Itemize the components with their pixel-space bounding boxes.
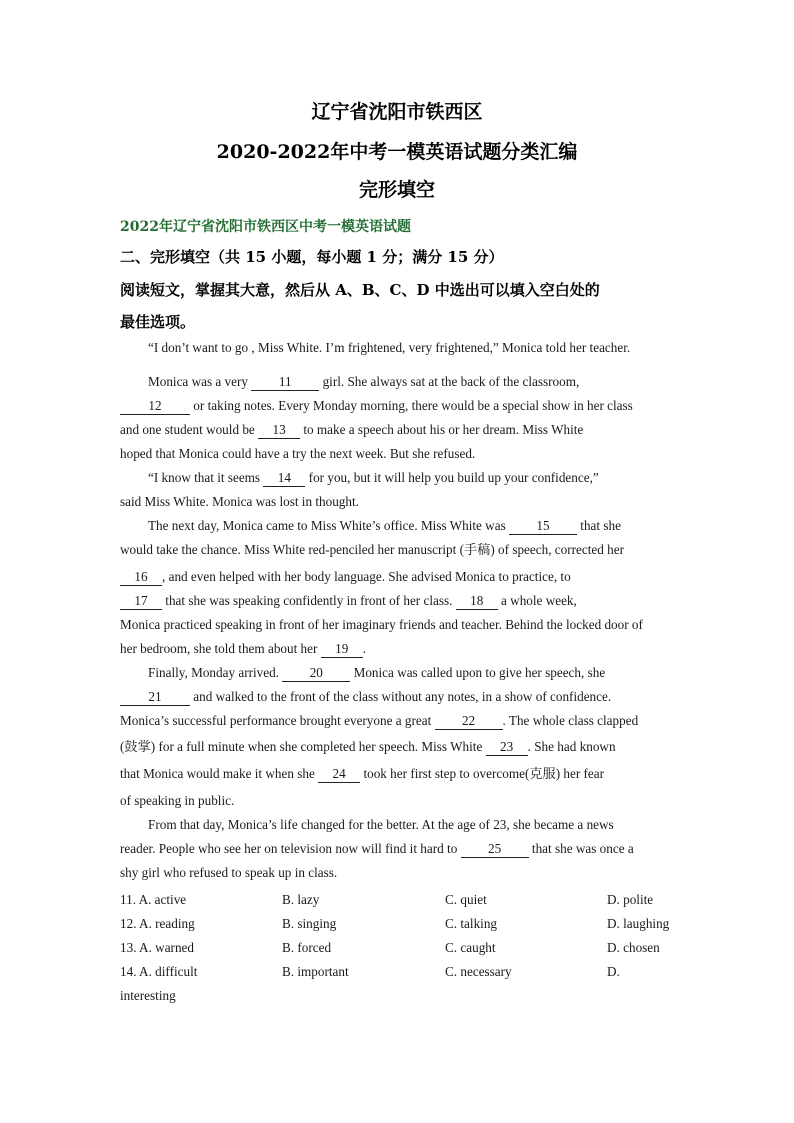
passage-line: Finally, Monday arrived. 20 Monica was called upon to give her speech, she [148, 665, 606, 680]
passage-line: that Monica would make it when she 24 took her first step to overcome(克服) her fear [120, 766, 605, 781]
passage-line: said Miss White. Monica was lost in thought. [120, 494, 359, 509]
blank-17[interactable]: 17 [120, 593, 162, 610]
blank-19[interactable]: 19 [321, 641, 363, 658]
blank-25[interactable]: 25 [461, 841, 529, 858]
passage-line: 17 that she was speaking confidently in front of her class. 18 a whole week, [120, 589, 676, 613]
passage-line: and one student would be 13 to make a speech about his or her dream. Miss White [120, 422, 584, 437]
section-heading: 二、完形填空（共 15 小题，每小题 1 分；满分 15 分） [120, 248, 504, 266]
blank-12[interactable]: 12 [120, 398, 190, 415]
option-a[interactable]: 13. A. warned [120, 940, 194, 955]
question-row [120, 916, 680, 940]
passage [120, 336, 676, 885]
blank-11[interactable]: 11 [251, 374, 319, 391]
passage-line: “I know that it seems 14 for you, but it will help you build up your confidence,” [148, 470, 599, 485]
question-row [120, 940, 680, 964]
option-b[interactable]: B. singing [282, 916, 337, 931]
blank-24[interactable]: 24 [318, 766, 360, 783]
passage-line: Monica was a very 11 girl. She always sat at the back of the classroom, [148, 374, 580, 389]
option-b[interactable]: B. lazy [282, 892, 320, 907]
passage-line: of speaking in public. [120, 793, 235, 808]
option-b[interactable]: B. important [282, 964, 349, 979]
option-b[interactable]: B. forced [282, 940, 332, 955]
title-region: 辽宁省沈阳市铁西区 [311, 101, 483, 123]
title-topic: 完形填空 [358, 179, 435, 201]
option-c[interactable]: C. caught [445, 940, 496, 955]
passage-line: Monica practiced speaking in front of her imaginary friends and teacher. Behind the locked door of [120, 617, 643, 632]
question-row [120, 964, 680, 988]
passage-line: 16 , and even helped with her body language. She advised Monica to practice, to [120, 565, 676, 589]
option-a[interactable]: 11. A. active [120, 892, 187, 907]
blank-21[interactable]: 21 [120, 689, 190, 706]
section-source: 2022年辽宁省沈阳市铁西区中考一模英语试题 [120, 219, 411, 235]
option-a[interactable]: 12. A. reading [120, 916, 195, 931]
passage-line: 12 or taking notes. Every Monday morning, there would be a special show in her class [120, 394, 676, 418]
passage-line: (鼓掌) for a full minute when she completed her speech. Miss White 23 . She had known [120, 739, 616, 754]
option-c[interactable]: C. necessary [445, 964, 512, 979]
question-row [120, 892, 680, 916]
passage-line: reader. People who see her on television now will find it hard to 25 that she was once a [120, 841, 634, 856]
blank-16[interactable]: 16 [120, 569, 162, 586]
blank-14[interactable]: 14 [263, 470, 305, 487]
option-d[interactable]: D. laughing [607, 916, 670, 931]
question-row [120, 988, 680, 1012]
option-c[interactable]: C. talking [445, 916, 498, 931]
instruction-line-1: 阅读短文，掌握其大意，然后从 A、B、C、D 中选出可以填入空白处的 [120, 281, 600, 299]
question-options [120, 892, 680, 1012]
blank-20[interactable]: 20 [282, 665, 350, 682]
passage-line: Monica’s successful performance brought everyone a great 22 . The whole class clapped [120, 713, 639, 728]
passage-line: The next day, Monica came to Miss White’s office. Miss White was 15 that she [148, 518, 621, 533]
title-exam: 2020-2022年中考一模英语试题分类汇编 [216, 141, 578, 163]
option-d[interactable]: D. polite [607, 892, 654, 907]
blank-23[interactable]: 23 [486, 739, 528, 756]
passage-line: her bedroom, she told them about her 19 . [120, 641, 366, 656]
blank-15[interactable]: 15 [509, 518, 577, 535]
passage-line: “I don’t want to go , Miss White. I’m frightened, very frightened,” Monica told her teacher. [148, 340, 631, 355]
blank-13[interactable]: 13 [258, 422, 300, 439]
passage-line: hoped that Monica could have a try the next week. But she refused. [120, 446, 476, 461]
passage-line: would take the chance. Miss White red-penciled her manuscript (手稿) of speech, corrected her [120, 542, 624, 557]
passage-line: 21 and walked to the front of the class without any notes, in a show of confidence. [120, 685, 676, 709]
passage-line: From that day, Monica’s life changed for the better. At the age of 23, she became a news [148, 817, 614, 832]
option-d[interactable]: D. [607, 964, 620, 979]
option-a[interactable]: 14. A. difficult [120, 964, 198, 979]
option-d-wrapped-text[interactable]: interesting [120, 988, 176, 1003]
passage-line: shy girl who refused to speak up in class. [120, 865, 338, 880]
option-c[interactable]: C. quiet [445, 892, 487, 907]
option-d[interactable]: D. chosen [607, 940, 660, 955]
instruction-line-2: 最佳选项。 [120, 313, 196, 331]
blank-18[interactable]: 18 [456, 593, 498, 610]
blank-22[interactable]: 22 [435, 713, 503, 730]
